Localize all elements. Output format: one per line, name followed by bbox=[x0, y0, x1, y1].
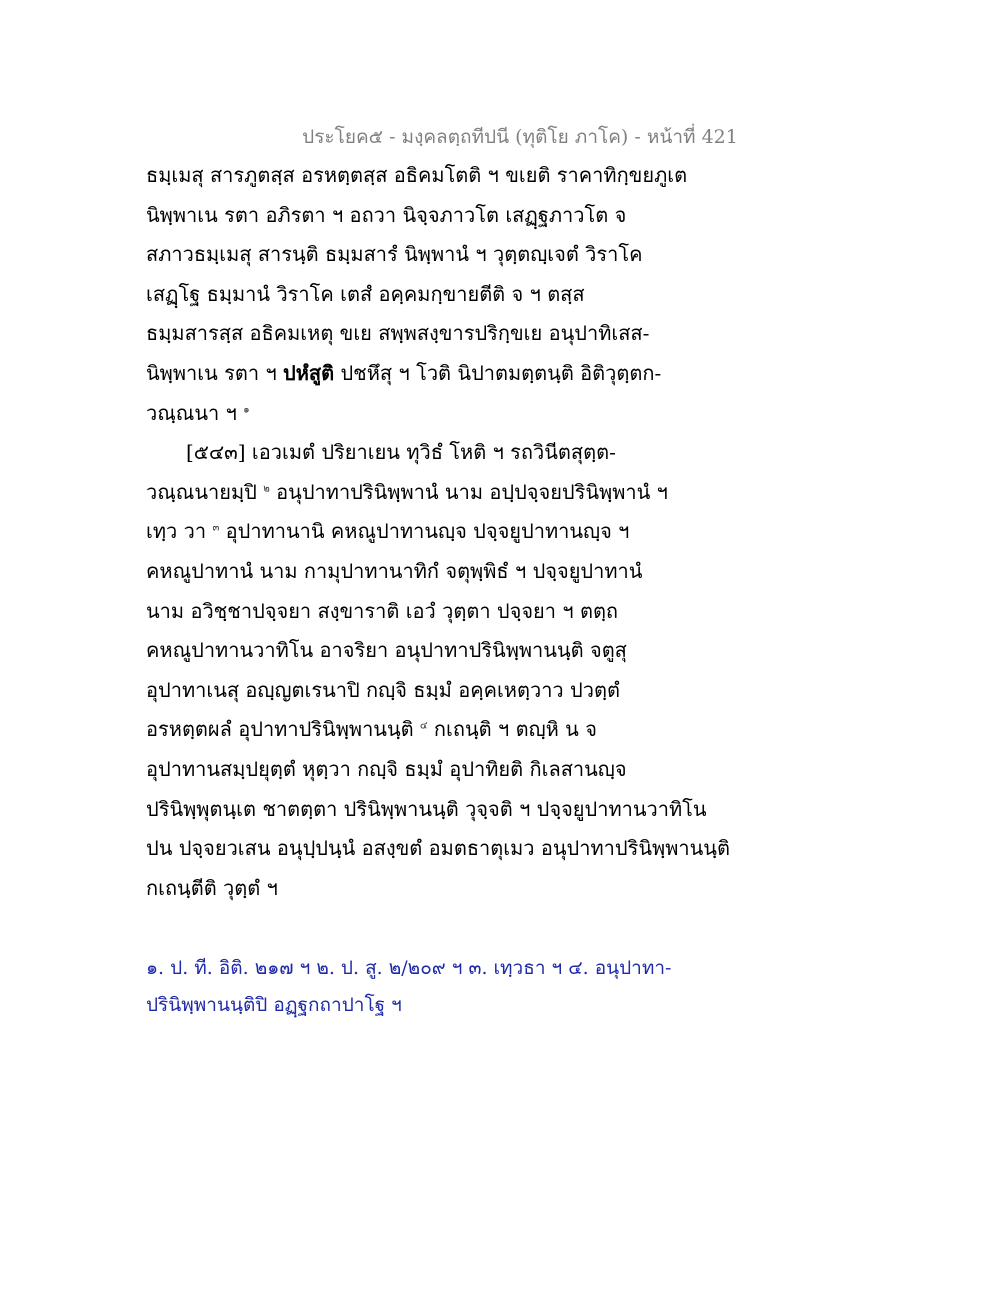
footnote-marker: ๑ bbox=[243, 403, 250, 415]
footnote-line: ๑. ป. ที. อิติ. ๒๑๗ ฯ ๒. ป. สู. ๒/๒๐๙ ฯ ๓. เทฺวธา ฯ ๔. อนุปาทา- bbox=[146, 957, 672, 979]
page-header-text: ประโยค๕ - มงฺคลตฺถทีปนี (ทุติโย ภาโค) - หน้าที่ 421 bbox=[302, 126, 738, 148]
text-line bbox=[146, 275, 726, 315]
text-line bbox=[146, 314, 726, 354]
text-line bbox=[146, 235, 726, 275]
text-run: กเถนฺติ ฯ ตญฺหิ น จ bbox=[427, 717, 597, 742]
text-line bbox=[146, 750, 726, 790]
text-run: ปรินิพฺพุตนฺเต ชาตตฺตา ปรินิพฺพานนฺติ วุจฺจติ ฯ ปจฺจยูปาทานวาทิโน bbox=[146, 796, 707, 821]
text-line bbox=[146, 552, 726, 592]
body-text bbox=[146, 156, 730, 908]
text-run: คหณูปาทานํ นาม กามุปาทานาทิกํ จตุพฺพิธํ ฯ ปจฺจยูปาทานํ bbox=[146, 558, 643, 583]
text-run: ปชหึสุ ฯ โวติ นิปาตมตฺตนฺติ อิติวุตฺตก- bbox=[334, 360, 662, 385]
text-line bbox=[146, 196, 726, 236]
text-line bbox=[146, 790, 726, 830]
text-run: วณฺณนายมฺปิ bbox=[146, 479, 264, 504]
text-line bbox=[146, 710, 726, 750]
footnote-line: ปรินิพฺพานนฺติปิ อฏฺฐกถาปาโฐ ฯ bbox=[146, 994, 402, 1016]
text-line bbox=[146, 869, 726, 909]
page-header bbox=[0, 122, 1000, 152]
text-run: ธมฺเมสุ สารภูตสฺส อรหตฺตสฺส อธิคมโตติ ฯ ขเยติ ราคาทิกฺขยภูเต bbox=[146, 163, 688, 187]
text-run: เสฏฺโฐ ธมฺมานํ วิราโค เตสํ อคฺคมกฺขายตีติ จ ฯ ตสฺส bbox=[146, 281, 585, 306]
text-line bbox=[146, 354, 726, 394]
footnote-marker: ๔ bbox=[420, 720, 428, 732]
text-run: นิพฺพาเน รตา อภิรตา ฯ อถวา นิจฺจภาวโต เสฏฺฐภาวโต จ bbox=[146, 202, 627, 227]
bold-term: ปหํสูติ bbox=[283, 360, 335, 385]
footnote-marker: ๒ bbox=[263, 483, 270, 495]
text-line bbox=[146, 512, 726, 552]
text-line bbox=[146, 592, 726, 632]
footnote-marker: ๓ bbox=[212, 522, 220, 534]
text-line bbox=[146, 473, 726, 513]
text-line bbox=[146, 829, 730, 869]
text-run: อุปาทานานิ คหณูปาทานญฺจ ปจฺจยูปาทานญฺจ ฯ bbox=[219, 519, 630, 544]
text-line bbox=[146, 433, 726, 473]
text-run: อนุปาทาปรินิพฺพานํ นาม อปฺปจฺจยปรินิพฺพานํ ฯ bbox=[269, 479, 668, 504]
text-line bbox=[146, 631, 726, 671]
text-run: นิพฺพาเน รตา ฯ bbox=[146, 360, 284, 385]
text-run: อุปาทานสมฺปยุตฺตํ หุตฺวา กญฺจิ ธมฺมํ อุปาทิยติ กิเลสานญฺจ bbox=[146, 756, 627, 781]
text-run: [๕๔๓] เอวเมตํ ปริยาเยน ทุวิธํ โหติ ฯ รถวินีตสุตฺต- bbox=[186, 440, 616, 465]
text-run: อรหตฺตผลํ อุปาทาปรินิพฺพานนฺติ bbox=[146, 717, 420, 742]
text-line bbox=[146, 156, 726, 196]
text-run: ปน ปจฺจยวเสน อนุปฺปนฺนํ อสงฺขตํ อมตธาตุเมว อนุปาทาปรินิพฺพานนฺติ bbox=[146, 836, 730, 861]
text-run: อุปาทาเนสุ อญฺญตเรนาปิ กญฺจิ ธมฺมํ อคฺคเหตฺวาว ปวตฺตํ bbox=[146, 677, 620, 702]
text-run: นาม อวิชฺชาปจฺจยา สงฺขาราติ เอวํ วุตฺตา ปจฺจยา ฯ ตตฺถ bbox=[146, 598, 619, 623]
text-run: ธมฺมสารสฺส อธิคมเหตุ ขเย สพฺพสงฺขารปริกฺขเย อนุปาทิเสส- bbox=[146, 321, 650, 346]
text-line bbox=[146, 671, 726, 711]
footnotes bbox=[146, 950, 726, 1024]
text-run: วณฺณนา ฯ bbox=[146, 400, 244, 425]
text-run: คหณูปาทานวาทิโน อาจริยา อนุปาทาปรินิพฺพานนฺติ จตูสุ bbox=[146, 638, 627, 663]
text-line bbox=[146, 394, 726, 434]
text-run: เทฺว วา bbox=[146, 519, 213, 544]
text-run: กเถนฺตีติ วุตฺตํ ฯ bbox=[146, 875, 278, 900]
text-run: สภาวธมฺเมสุ สารนฺติ ธมฺมสารํ นิพฺพานํ ฯ วุตฺตญฺเจตํ วิราโค bbox=[146, 242, 643, 267]
